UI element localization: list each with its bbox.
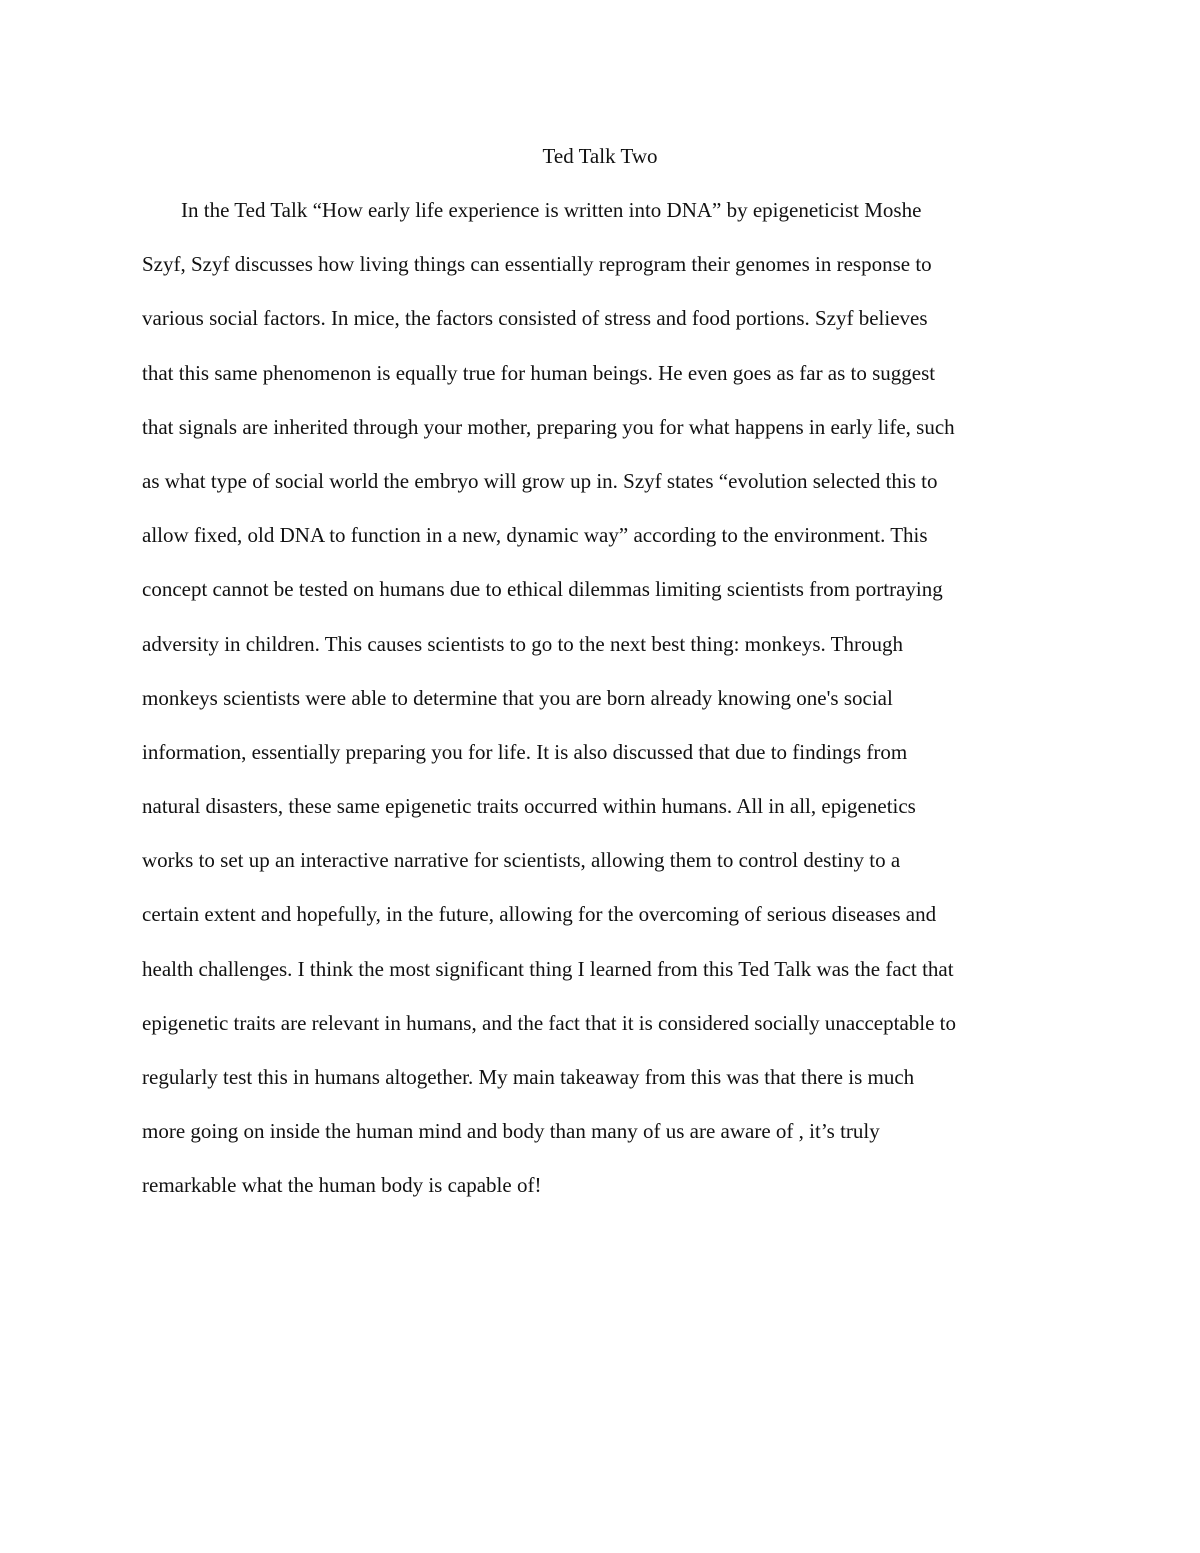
paragraph-line: monkeys scientists were able to determine that you are born already knowing one's social	[142, 685, 893, 710]
document-title: Ted Talk Two	[542, 144, 658, 168]
paragraph-line: that signals are inherited through your mother, preparing you for what happens in early life, such	[142, 414, 955, 439]
paragraph-line: Szyf, Szyf discusses how living things can essentially reprogram their genomes in response to	[142, 252, 932, 277]
paragraph-line: adversity in children. This causes scientists to go to the next best thing: monkeys. Through	[142, 631, 903, 656]
paragraph-line: remarkable what the human body is capable of!	[142, 1173, 542, 1198]
paragraph-line: as what type of social world the embryo will grow up in. Szyf states “evolution selected this to	[142, 468, 938, 493]
paragraph-line: that this same phenomenon is equally true for human beings. He even goes as far as to suggest	[142, 360, 936, 385]
paragraph-line: more going on inside the human mind and body than many of us are aware of , it’s truly	[142, 1119, 880, 1144]
paragraph-line: In the Ted Talk “How early life experience is written into DNA” by epigeneticist Moshe	[181, 198, 922, 222]
paragraph-line: certain extent and hopefully, in the future, allowing for the overcoming of serious diseases and	[142, 902, 937, 927]
body-paragraph	[142, 194, 1072, 1224]
paragraph-line: natural disasters, these same epigenetic traits occurred within humans. All in all, epigenetics	[142, 794, 916, 819]
paragraph-line: epigenetic traits are relevant in humans, and the fact that it is considered socially unacceptable to	[142, 1010, 957, 1035]
paragraph-line: allow fixed, old DNA to function in a new, dynamic way” according to the environment. This	[142, 523, 928, 548]
paragraph-line: various social factors. In mice, the factors consisted of stress and food portions. Szyf believes	[142, 306, 928, 331]
paragraph-line: regularly test this in humans altogether. My main takeaway from this was that there is much	[142, 1065, 915, 1089]
paragraph-line: information, essentially preparing you for life. It is also discussed that due to findings from	[142, 739, 908, 764]
paragraph-line: health challenges. I think the most significant thing I learned from this Ted Talk was the fact that	[142, 956, 954, 981]
paragraph-line: concept cannot be tested on humans due to ethical dilemmas limiting scientists from portraying	[142, 577, 943, 602]
paragraph-line: works to set up an interactive narrative for scientists, allowing them to control destiny to a	[142, 848, 901, 873]
